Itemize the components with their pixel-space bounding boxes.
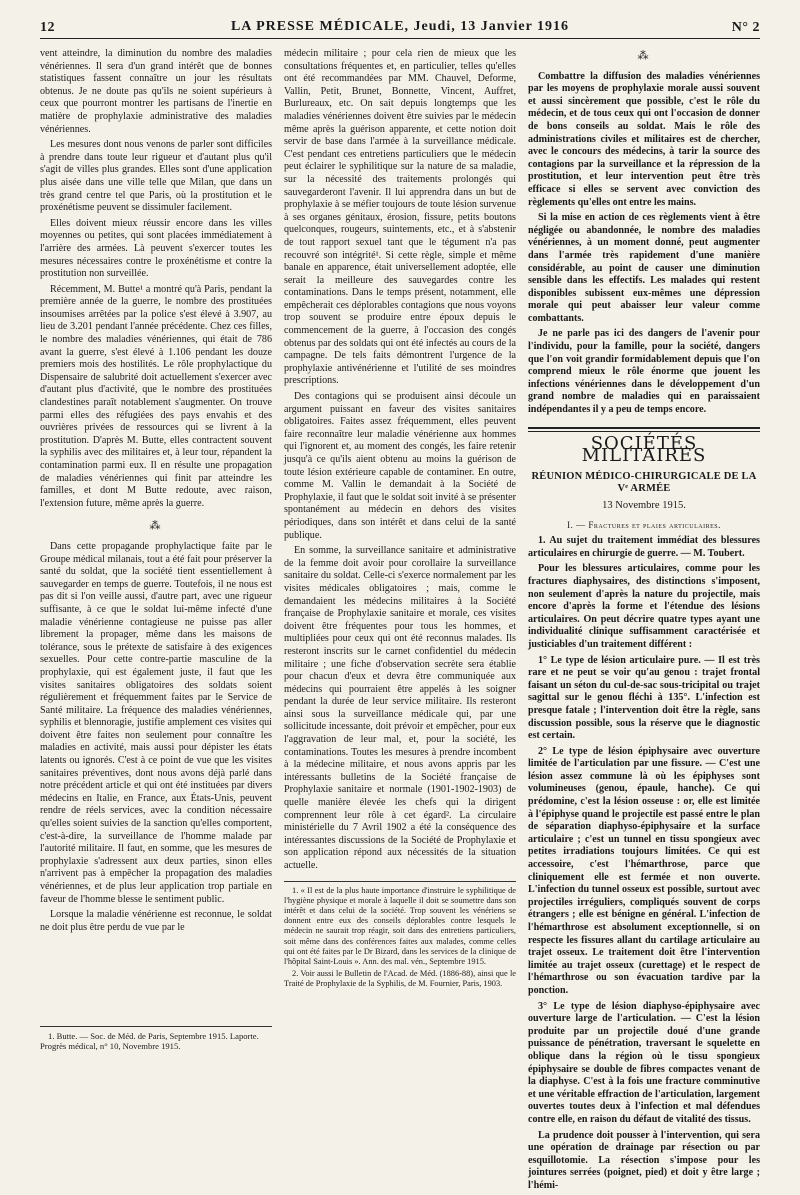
journal-title: LA PRESSE MÉDICALE, Jeudi, 13 Janvier 1916 bbox=[230, 19, 570, 34]
footnote: 1. « Il est de la plus haute importance d'instruire le syphilitique de l'hygiène physique et morale à laquelle il doit se soumettre dans son intérêt et dans celui de la société. Trop souvent les vénériens se donnent entre eux des conseils déplorables contre lesquels le médecin ne saurait trop réagir, soit dans des entretiens particuliers, soit même dans des conférences faites aux malades, comme celles qui ont été faites par le Dr Bizard, dans les services de la clinique de l'hôpital Saint-Louis ». Ann. des mal. vén., Septembre 1915. bbox=[284, 885, 516, 967]
issue-number: N° 2 bbox=[731, 20, 760, 35]
paragraph: Si la mise en action de ces règlements vient à être négligée ou abandonnée, le nombre des maladies vénériennes, à un moment donné, peut augmenter dans l'armée très rapidement d'une manière considérable, au point de causer une diminution sensible dans les effectifs. Les malades qui restent disponibles subissent eux-mêmes une dépression morale qui peut abaisser leur valeur comme combattants. bbox=[528, 212, 760, 324]
subsection-title: I. — Fractures et plaies articulaires. bbox=[567, 519, 721, 530]
paragraph: 3° Le type de lésion diaphyso-épiphysaire avec ouverture large de l'articulation. — C'est la lésion produite par un projectile doué d'une grande puissance de pénétration, traversant le squelette en oblique dans la région où le tissu spongieux épiphysaire se double de fibres compactes venant de la diaphyse. C'est à la fois une fracture comminutive et une véritable effraction de l'articulation, largement ouvertes toutes deux à l'infection et mal défendues contre elle, en raison du défaut de vitalité des tissus. bbox=[528, 1000, 760, 1125]
footnotes-col1 bbox=[40, 1026, 272, 1054]
paragraph: Combattre la diffusion des maladies vénériennes par les moyens de prophylaxie morale aussi souvent et aussi sincèrement que possible, c'est le rôle du médecin, et de tous ceux qui ont l'occasion de donner de bons conseils au soldat. Mais le rôle des administrations civiles et militaires est de chercher, avec le concours des médecins, à tarir la source des contagions par la surveillance et la répression de la prostitution, et leur intervention peut être très efficace si elles se servent avec conviction des règlements qu'elles ont entre les mains. bbox=[528, 70, 760, 208]
page-header bbox=[40, 18, 760, 39]
section-separator: ⁂ bbox=[637, 50, 651, 62]
paragraph: 1° Le type de lésion articulaire pure. — Il est très rare et ne peut se voir qu'au genou : trajet frontal faisant un séton du cul-de-sac sous-tricipital ou trajet sagittal sur le genou fléchi à 135°. L'infection est presque fatale ; l'intervention doit être la règle, sans discussion possible, sous la réserve que le diagnostic est certain. bbox=[528, 654, 760, 742]
section-rule bbox=[528, 427, 760, 432]
footnote: 1. Butte. — Soc. de Méd. de Paris, Septembre 1915. Laporte. Progrès médical, n° 10, Novembre 1915. bbox=[40, 1031, 259, 1052]
footnote: 2. Voir aussi le Bulletin de l'Acad. de Méd. (1886-88), ainsi que le Traité de Prophylaxie de la Syphilis, de M. Fournier, Paris, 1903. bbox=[284, 969, 516, 989]
meeting-date: 13 Novembre 1915. bbox=[602, 500, 686, 511]
paragraph: Dans cette propagande prophylactique faite par le Groupe médical milanais, tout a été fait pour préserver la santé du soldat, que la société tient essentiellement à sauvegarder en temps de guerre. Toutefois, il ne nous est pas dit si l'on veille aussi, d'autre part, avec une rigueur suffisante, à ce que le soldat lui-même infecté d'une maladie vénérienne contagieuse ne puisse pas aller librement la propager, même dans les maisons de tolérance, sous le prétexte de satisfaire à des exigences sexuelles. Pour cette contre-partie masculine de la prophylaxie, qui est également juste, il faut que les visites sanitaires obligatoires des soldats soient régulièrement et fréquemment faites par le Service de Santé militaire. La fréquence des maladies vénériennes, syphilis et blennoragie, justifie amplement ces visites qui doivent être faites non seulement pour connaître les maladies en activité, mais aussi pour dépister les états latents ou ignorés. C'est à ce point de vue que les visites sanitaires préventives, dont nous avons déjà parlé dans notre précédent article et qui ont été instituées par divers médecins en Italie, en France, aux États-Unis, peuvent rendre de réels services, avec la condition nécessaire qu'elles soient suivies de la sanction qu'elles comportent, c'est-à-dire, la surveillance de l'homme malade par l'autorité militaire. Il faut, en somme, que les mesures de prophylaxie s'adressent aux deux parties, sinon elles n'arrivent pas à empêcher la propagation des maladies vénériennes, et de plus leur application trop partiale en faveur de l'homme blesse le sentiment public. bbox=[40, 540, 272, 905]
paragraph: Je ne parle pas ici des dangers de l'avenir pour l'individu, pour la famille, pour la société, dangers que l'on voit grandir formidablement depuis que l'on comprend mieux le rôle énorme que jouent les infections vénériennes dans le développement d'un grand nombre de maladies qui en paraissaient indépendantes il y a peu de temps encore. bbox=[528, 328, 760, 416]
paragraph: médecin militaire ; pour cela rien de mieux que les consultations fréquentes et, en particulier, telles qu'elles ont été recommandées par MM. Chauvel, Deforme, Vallin, Petit, Brunet, Bonnette, Vincent, Auffret, Burlureaux, etc. On sait depuis longtemps que les maladies vénériennes doivent être suivies par le médecin même après la guérison apparente, et cette notion doit servir de base dans l'armée à la surveillance médicale. C'est pendant ces entretiens particuliers que le médecin peut éclairer le syphilitique sur la nature de sa maladie, sur la nécessité des traitements prolongés qui sauvegarderont l'avenir. Il lui apprendra dans un but de prophylaxie à se méfier toujours de toute lésion survenue à ses organes génitaux, érosion, fissure, petits boutons quelconques, rougeurs, suintements, etc., et à s'abstenir de tout rapport sexuel tant que le tégument n'a pas recouvré son intégrité¹. Si cette règle, simple et même banale en apparence, était universellement adoptée, elle serait la meilleure des sauvegardes contre les contaminations. Dans le temps présent, notamment, elle empêcherait ces déplorables contagions que nous voyons trop souvent se produire entre époux depuis le commencement de la guerre, à l'occasion des congés obtenus par des soldats qui ont été infectés au cours de la campagne. De tels faits démontrent l'urgence de la prophylaxie antivénérienne et l'utilité de ses moindres prescriptions. bbox=[284, 48, 516, 387]
paragraph: La prudence doit pousser à l'intervention, qui sera une opération de drainage par résection ou par esquillotomie. La résection s'impose pour les jointures serrées (poignet, pied) et doit y être large ; l'hémi- bbox=[528, 1129, 760, 1191]
section-title: SOCIÉTÉS MILITAIRES bbox=[581, 432, 707, 467]
paragraph: En somme, la surveillance sanitaire et administrative de la femme doit avoir pour corollaire la surveillance sanitaire du soldat. Celle-ci s'exerce normalement par les visites médicales obligatoires ; mais, comme le demandaient les médecins militaires à la Société française de Prophylaxie sanitaire et morale, ces visites doivent être fréquentes pour tous les hommes, et multipliées pour ceux qui ont été reconnus malades. Ils resteront inscrits sur le carnet confidentiel du médecin militaire ; une fiche d'observation secrète sera établie pour chacun d'eux et devra être communiquée aux médecins qui pourraient être appelés à les soigner pendant la durée de leur service militaire. Ils resteront ainsi sous la surveillance médicale qui, par une sollicitude incessante, doit prévoir et empêcher, pour eux l'aggravation de leur mal, et, pour la société, les contaminations. Toutes les mesures à prendre incombent à la médecine militaire, et nous avons appris par les intéressants bulletins de la Société française de Prophylaxie sanitaire et normale (1901-1902-1903) de quelle manière élevée les chefs qui la dirigent comprennent leur rôle à cet égard². La circulaire ministérielle du 7 Avril 1902 a été la conséquence des intéressantes discussions de la Société de Prophylaxie et son application répond aux nécessités de la situation actuelle. bbox=[284, 545, 516, 871]
paragraph: Elles doivent mieux réussir encore dans les villes moyennes ou petites, qui sont placées immédiatement à l'arrière des armées. Là peuvent s'exercer toutes les mesures nécessaires contre le proxénétisme et contre la prostitution non surveillée. bbox=[40, 217, 272, 280]
paragraph: Lorsque la maladie vénérienne est reconnue, le soldat ne doit plus être perdu de vue par le bbox=[40, 909, 272, 933]
column-2 bbox=[284, 48, 516, 992]
column-3 bbox=[528, 48, 760, 1195]
column-1 bbox=[40, 48, 272, 937]
section-separator: ⁂ bbox=[149, 520, 163, 533]
footnotes-col2 bbox=[284, 881, 516, 990]
paragraph: Pour les blessures articulaires, comme pour les fractures diaphysaires, des distinctions s'imposent, non seulement d'après la nature du projectile, mais encore d'après la forme et l'étendue des lésions articulaires. On peut décrire quatre types ayant une individualité clinique suffisamment caractérisée et justiciables d'un traitement différent : bbox=[528, 563, 760, 650]
page-number: 12 bbox=[40, 20, 55, 35]
paragraph: Récemment, M. Butte¹ a montré qu'à Paris, pendant la première année de la guerre, le nombre des prostituées insoumises arrêtées par la police s'est élevé à 3.907, au lieu de 3.201 pendant l'année précédente. Chez ces filles, le nombre des maladies vénériennes, qui était de 786 avant la guerre, s'est élevé à 1.106 pendant les douze premiers mois des hostilités. Le rôle prophylactique du Dispensaire de salubrité doit actuellement s'exercer avec d'autant plus d'activité, que le nombre des prostituées clandestines paraît notablement s'augmenter. On trouve parmi elles des réfugiées des pays envahis et des ouvrières privées de ressources qui se livrent à la prostitution. D'après M. Butte, elles contractent souvent la syphilis avec des militaires et, à leur tour, répandent la contamination parmi eux. Il en résulte une propagation de maladies vénériennes qui finit par atteindre les familles, et dont M Butte redoute, avec raison, l'extension future, même après la guerre. bbox=[40, 283, 272, 509]
paragraph: vent atteindre, la diminution du nombre des maladies vénériennes. Il sera d'un grand intérêt que de bonnes statistiques fassent connaître un jour les résultats obtenus. Je ne doute pas qu'ils ne soient supérieurs à ceux que pourront montrer les partisans de l'inertie en matière de prophylaxie administrative des maladies vénériennes. bbox=[40, 48, 272, 135]
meeting-title: RÉUNION MÉDICO-CHIRURGICALE DE LA Vᵉ ARMÉE bbox=[531, 470, 757, 495]
article-heading: 1. Au sujet du traitement immédiat des blessures articulaires en chirurgie de guerre. — M. Toubert. bbox=[528, 535, 760, 559]
paragraph: 2° Le type de lésion épiphysaire avec ouverture limitée de l'articulation par une fissure. — C'est une lésion assez commune là où les épiphyses sont volumineuses (genou, épaule, hanche). Ce qui prédomine, c'est la lésion osseuse : or, elle est limitée à l'épiphyse quand le projectile est passé entre le plan de séparation diaphyso-épiphysaire et la surface articulaire ; c'est un tunnel en tissu spongieux avec petites irradiations toujours limitées. Ce qui est accessoire, c'est l'hémarthrose, parce que cliniquement elle est fermée et non ouverte. L'infection du tunnel osseux est possible, surtout avec projectiles irréguliers, compliqués souvent de corps étrangers ; elle est bénigne en général. L'infection de l'hémarthrose est absolument exceptionnelle, si on respecte les fissures allant du cartilage articulaire au trajet osseux. Le traitement doit être l'intervention limitée au trajet osseux (curettage) et le respect de l'hémarthrose ou son évacuation tardive par la ponction. bbox=[528, 745, 760, 996]
paragraph: Des contagions qui se produisent ainsi découle un argument puissant en faveur des visites sanitaires obligatoires. Faites assez fréquemment, elles peuvent faire reconnaître leur maladie vénérienne aux hommes qui l'ignorent et, au moment des congés, les faire retenir jusqu'à ce qu'ils aient obtenu au moins la guérison de toute lésion extérieure capable de contaminer. En outre, comme M. Vallin le demandait à la Société de Prophylaxie, il faut que le soldat soit invité à se présenter spontanément au médecin en dehors des visites périodiques, dans son intérêt et dans celui de la santé publique. bbox=[284, 391, 516, 541]
paragraph: Les mesures dont nous venons de parler sont difficiles à prendre dans toute leur rigueur et d'autant plus qu'il s'agit de villes plus grandes. Elles sont d'une application plus aisée dans une ville telle que Milan, que dans un très grand centre tel que Paris, où la prostitution et le proxénétisme peuvent se dissimuler facilement. bbox=[40, 139, 272, 214]
